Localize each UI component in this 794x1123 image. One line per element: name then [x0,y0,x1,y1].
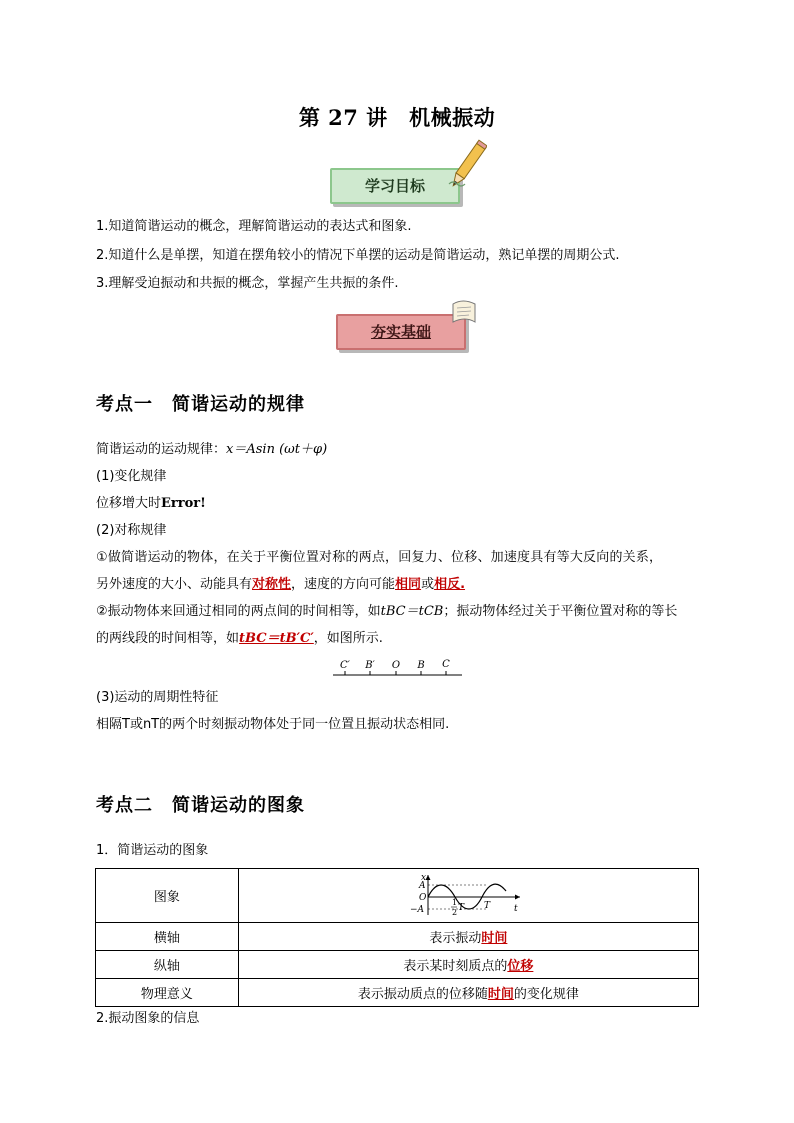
sym2-text-c: ；振动物体经过关于平衡位置对称的等长 [443,604,678,619]
motion-law-formula: x＝Asin (ωt＋φ) [226,442,328,457]
error-text: Error! [161,496,206,511]
goal-item-3: 3.理解受迫振动和共振的概念，掌握产生共振的条件. [96,276,399,291]
shm-sine-graph [408,871,528,921]
page-title: 第 27 讲 机械振动 [298,105,496,130]
subheading-periodicity: (3)运动的周期性特征 [96,690,219,705]
table-cell-graph [238,869,698,923]
graph-label-neg-a: −A [410,904,425,915]
sym2-text-a2: 的两线段的时间相等，如 [96,631,240,646]
table-cell-label: 物理意义 [96,979,239,1007]
sym1-text-e: 或 [421,577,435,592]
answer-displacement: 位移 [507,959,534,974]
answer-time: 时间 [481,931,508,946]
graph-t-axis-label: t [514,903,518,914]
table-cell-label: 纵轴 [96,951,239,979]
periodicity-line: 相隔T或nT的两个时刻振动物体处于同一位置且振动状态相同. [96,717,450,732]
item-graph-info: 2.振动图象的信息 [96,1011,200,1026]
symmetry-point-2-line2 [96,625,383,652]
banner-learning-goals: 学习目标 [330,168,460,204]
table-cell-content [238,923,698,951]
graph-x-axis-label: x [421,872,427,883]
table-row [96,951,699,979]
graph-label-two: 2 [452,907,458,917]
displacement-line [96,490,206,517]
symmetry-point-1-line2 [96,571,465,598]
graph-label-one: 1 [452,897,458,907]
scroll-icon [447,296,483,330]
subheading-change-law: (1)变化规律 [96,469,167,484]
table-row [96,923,699,951]
motion-law-line [96,436,327,463]
point-label-b-prime: B′ [365,660,375,671]
time-equality-1: tBC＝tCB [380,604,444,619]
answer-time: 时间 [487,987,514,1002]
sym2-text-c2: ，如图所示. [313,631,383,646]
cell-text: 表示振动 [429,931,482,946]
point-label-o: O [391,660,401,671]
answer-symmetry: 对称性 [252,577,292,592]
table-row [96,869,699,923]
goal-item-1: 1.知道简谐运动的概念，理解简谐运动的表达式和图象. [96,219,412,234]
motion-law-prefix: 简谐运动的运动规律： [96,442,227,457]
subheading-symmetry-law: (2)对称规律 [96,523,167,538]
symmetry-point-2-line1 [96,598,677,625]
item-shm-graph: 1．简谐运动的图象 [96,843,209,858]
cell-text: 表示某时刻质点的 [403,959,508,974]
goal-item-2: 2.知道什么是单摆，知道在摆角较小的情况下单摆的运动是简谐运动，熟记单摆的周期公式. [96,248,620,263]
point-label-b: B [417,660,425,671]
sym1-text-c: ，速度的方向可能 [291,577,396,592]
point-label-c: C [442,659,450,670]
symmetric-points-diagram [330,655,465,679]
displacement-prefix: 位移增大时 [96,496,162,511]
sym1-text-a: 另外速度的大小、动能具有 [96,577,253,592]
answer-same: 相同 [395,577,422,592]
table-row [96,979,699,1007]
table-cell-label: 图象 [96,869,239,923]
section-heading-2: 考点二 简谐运动的图象 [96,795,305,816]
answer-opposite: 相反. [434,577,466,592]
symmetry-point-1-line1: ①做简谐运动的物体，在关于平衡位置对称的两点，回复力、位移、加速度具有等大反向的关系， [96,550,663,565]
section-heading-1: 考点一 简谐运动的规律 [96,394,305,415]
graph-label-a: A [419,880,426,891]
point-label-c-prime: C′ [340,660,350,671]
shm-graph-table [95,868,699,1007]
cell-text: 表示振动质点的位移随 [357,987,488,1002]
graph-label-o: O [419,892,427,903]
answer-time-equality-2: tBC＝tB′C′ [239,631,314,646]
cell-text-post: 的变化规律 [513,987,579,1002]
graph-label-t-half: T [458,902,465,913]
table-cell-content [238,979,698,1007]
pencil-icon [447,138,487,194]
graph-label-t: T [484,900,491,911]
table-cell-content [238,951,698,979]
sym2-text-a: ②振动物体来回通过相同的两点间的时间相等，如 [96,604,381,619]
table-cell-label: 横轴 [96,923,239,951]
banner-solid-basics: 夯实基础 [336,314,466,350]
